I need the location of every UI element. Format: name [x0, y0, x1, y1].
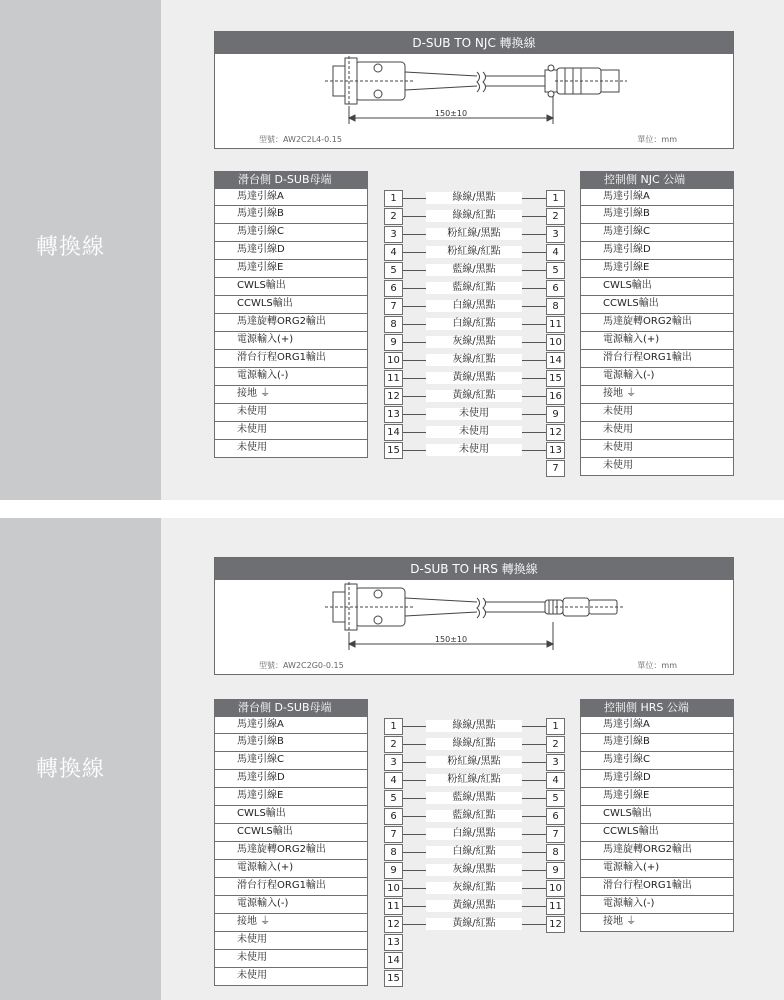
right-pin-number: 8 [546, 298, 565, 315]
left-pin-number: 14 [384, 424, 403, 441]
right-pin-number: 8 [546, 844, 565, 861]
left-pin-number: 15 [384, 970, 403, 987]
model-number: 型號：AW2C2L4-0.15 [259, 135, 342, 144]
right-pin-number: 5 [546, 262, 565, 279]
wire-color-label: 藍線/紅點 [426, 282, 522, 294]
right-pin-number: 11 [546, 316, 565, 333]
right-table-row: 馬達引線D [580, 770, 734, 788]
side-title: 轉換線 [36, 235, 106, 260]
right-table-row: CWLS輸出 [580, 278, 734, 296]
left-table-row: CWLS輸出 [214, 806, 368, 824]
right-table-row: 馬達引線B [580, 206, 734, 224]
right-pin-number: 9 [546, 406, 565, 423]
wire-color-label: 綠線/黑點 [426, 192, 522, 204]
right-pin-number: 11 [546, 898, 565, 915]
left-pin-number: 3 [384, 754, 403, 771]
cable-drawing-card [214, 31, 734, 149]
right-table-header: 控制側 NJC 公端 [580, 171, 734, 188]
left-table-row: 滑台行程ORG1輸出 [214, 350, 368, 368]
right-table-row: 未使用 [580, 422, 734, 440]
left-table-row: 未使用 [214, 968, 368, 986]
left-table-row: 馬達引線C [214, 752, 368, 770]
side-label-panel [0, 0, 161, 500]
left-pin-number: 11 [384, 898, 403, 915]
right-table-row: 馬達引線B [580, 734, 734, 752]
left-table-row: 未使用 [214, 932, 368, 950]
left-pin-number: 2 [384, 736, 403, 753]
right-pin-number: 5 [546, 790, 565, 807]
wire-color-label: 粉紅線/黑點 [426, 756, 522, 768]
right-pin-number: 4 [546, 772, 565, 789]
left-pin-table [214, 171, 368, 458]
left-pin-number: 7 [384, 298, 403, 315]
right-pin-number: 6 [546, 808, 565, 825]
cable-drawing-card [214, 557, 734, 675]
left-table-row: 馬達引線A [214, 188, 368, 206]
right-table-row: 接地 ⏚ [580, 386, 734, 404]
left-table-row: 接地 ⏚ [214, 914, 368, 932]
right-table-row: 未使用 [580, 440, 734, 458]
right-pin-number: 14 [546, 352, 565, 369]
wire-color-label: 白線/紅點 [426, 318, 522, 330]
wire-color-label: 灰線/黑點 [426, 864, 522, 876]
right-pin-number: 16 [546, 388, 565, 405]
left-pin-number: 10 [384, 352, 403, 369]
wire-color-label: 未使用 [426, 426, 522, 438]
left-pin-number: 6 [384, 280, 403, 297]
right-table-row: 馬達引線C [580, 752, 734, 770]
wire-color-label: 綠線/紅點 [426, 210, 522, 222]
side-title: 轉換線 [36, 757, 106, 782]
left-pin-number: 13 [384, 934, 403, 951]
right-table-row: 馬達引線E [580, 788, 734, 806]
right-pin-number: 9 [546, 862, 565, 879]
wire-color-label: 灰線/紅點 [426, 354, 522, 366]
model-number: 型號：AW2C2G0-0.15 [259, 661, 344, 670]
left-pin-number: 1 [384, 190, 403, 207]
left-table-row: 馬達引線D [214, 242, 368, 260]
right-table-row: 馬達旋轉ORG2輸出 [580, 842, 734, 860]
right-table-row: 電源輸入(+) [580, 332, 734, 350]
left-pin-number: 4 [384, 772, 403, 789]
right-table-row: 馬達引線D [580, 242, 734, 260]
left-table-row: 馬達旋轉ORG2輸出 [214, 842, 368, 860]
wire-color-label: 黃線/紅點 [426, 390, 522, 402]
wire-color-label: 藍線/黑點 [426, 264, 522, 276]
wire-color-label: 黃線/黑點 [426, 900, 522, 912]
left-pin-table [214, 699, 368, 986]
left-table-row: 未使用 [214, 440, 368, 458]
left-pin-number: 4 [384, 244, 403, 261]
right-pin-number: 15 [546, 370, 565, 387]
cable-title: D-SUB TO NJC 轉換線 [215, 32, 733, 54]
right-pin-number: 7 [546, 460, 565, 477]
left-pin-number: 8 [384, 844, 403, 861]
wire-color-label: 灰線/黑點 [426, 336, 522, 348]
left-table-row: 接地 ⏚ [214, 386, 368, 404]
right-table-row: 未使用 [580, 458, 734, 476]
left-table-row: 電源輸入(-) [214, 896, 368, 914]
left-table-row: 馬達旋轉ORG2輸出 [214, 314, 368, 332]
wire-color-label: 黃線/黑點 [426, 372, 522, 384]
right-table-row: 滑台行程ORG1輸出 [580, 350, 734, 368]
left-table-row: 未使用 [214, 404, 368, 422]
right-pin-number: 10 [546, 334, 565, 351]
left-pin-number: 2 [384, 208, 403, 225]
left-pin-number: 10 [384, 880, 403, 897]
cable-drawing [215, 54, 733, 150]
right-table-row: 馬達引線A [580, 716, 734, 734]
wire-color-label: 藍線/紅點 [426, 810, 522, 822]
right-pin-number: 2 [546, 208, 565, 225]
left-pin-number: 11 [384, 370, 403, 387]
wire-color-label: 未使用 [426, 444, 522, 456]
dimension-label: 150±10 [434, 109, 468, 118]
wire-color-label: 未使用 [426, 408, 522, 420]
left-table-row: 電源輸入(+) [214, 332, 368, 350]
right-pin-number: 1 [546, 190, 565, 207]
left-pin-number: 9 [384, 862, 403, 879]
right-table-header: 控制側 HRS 公端 [580, 699, 734, 716]
right-table-row: 滑台行程ORG1輸出 [580, 878, 734, 896]
right-pin-number: 12 [546, 424, 565, 441]
right-pin-number: 12 [546, 916, 565, 933]
right-pin-number: 10 [546, 880, 565, 897]
unit-label: 單位：mm [637, 135, 677, 144]
wire-color-label: 黃線/紅點 [426, 918, 522, 930]
right-table-row: 馬達引線A [580, 188, 734, 206]
left-table-row: 滑台行程ORG1輸出 [214, 878, 368, 896]
left-table-row: 未使用 [214, 422, 368, 440]
wire-color-label: 灰線/紅點 [426, 882, 522, 894]
left-pin-number: 7 [384, 826, 403, 843]
right-table-row: 電源輸入(-) [580, 368, 734, 386]
dimension-label: 150±10 [434, 635, 468, 644]
left-table-row: 電源輸入(+) [214, 860, 368, 878]
right-pin-number: 3 [546, 754, 565, 771]
left-pin-number: 12 [384, 916, 403, 933]
cable-title: D-SUB TO HRS 轉換線 [215, 558, 733, 580]
left-table-row: 馬達引線A [214, 716, 368, 734]
right-pin-number: 6 [546, 280, 565, 297]
side-label-panel [0, 518, 161, 1000]
right-table-row: CCWLS輸出 [580, 824, 734, 842]
left-table-row: 馬達引線B [214, 206, 368, 224]
left-pin-number: 8 [384, 316, 403, 333]
left-table-row: CWLS輸出 [214, 278, 368, 296]
wire-color-label: 粉紅線/紅點 [426, 774, 522, 786]
left-pin-number: 6 [384, 808, 403, 825]
right-pin-table [580, 699, 734, 932]
wire-color-label: 粉紅線/紅點 [426, 246, 522, 258]
left-pin-number: 3 [384, 226, 403, 243]
left-pin-number: 5 [384, 262, 403, 279]
right-pin-number: 1 [546, 718, 565, 735]
right-table-row: 電源輸入(+) [580, 860, 734, 878]
wire-color-label: 綠線/黑點 [426, 720, 522, 732]
left-pin-number: 1 [384, 718, 403, 735]
wire-color-label: 藍線/黑點 [426, 792, 522, 804]
right-table-row: 接地 ⏚ [580, 914, 734, 932]
right-table-row: 馬達引線C [580, 224, 734, 242]
left-pin-number: 13 [384, 406, 403, 423]
right-pin-number: 7 [546, 826, 565, 843]
left-table-row: CCWLS輸出 [214, 296, 368, 314]
wire-color-label: 白線/紅點 [426, 846, 522, 858]
wire-color-label: 白線/黑點 [426, 300, 522, 312]
unit-label: 單位：mm [637, 661, 677, 670]
left-pin-number: 14 [384, 952, 403, 969]
right-table-row: 馬達引線E [580, 260, 734, 278]
right-table-row: 電源輸入(-) [580, 896, 734, 914]
left-table-row: 馬達引線D [214, 770, 368, 788]
left-pin-number: 12 [384, 388, 403, 405]
left-pin-number: 15 [384, 442, 403, 459]
left-table-row: 未使用 [214, 950, 368, 968]
left-table-header: 滑台側 D-SUB母端 [214, 699, 368, 716]
wire-color-label: 粉紅線/黑點 [426, 228, 522, 240]
left-table-row: 馬達引線C [214, 224, 368, 242]
left-pin-number: 9 [384, 334, 403, 351]
left-table-row: 馬達引線E [214, 260, 368, 278]
right-pin-number: 2 [546, 736, 565, 753]
cable-drawing [215, 580, 733, 676]
left-table-row: 馬達引線B [214, 734, 368, 752]
right-pin-number: 13 [546, 442, 565, 459]
left-table-row: 馬達引線E [214, 788, 368, 806]
right-pin-number: 4 [546, 244, 565, 261]
wire-color-label: 綠線/紅點 [426, 738, 522, 750]
section-hrs [0, 518, 784, 1000]
right-table-row: 未使用 [580, 404, 734, 422]
right-pin-table [580, 171, 734, 476]
left-table-row: CCWLS輸出 [214, 824, 368, 842]
wire-color-label: 白線/黑點 [426, 828, 522, 840]
right-pin-number: 3 [546, 226, 565, 243]
right-table-row: CCWLS輸出 [580, 296, 734, 314]
right-table-row: 馬達旋轉ORG2輸出 [580, 314, 734, 332]
left-table-header: 滑台側 D-SUB母端 [214, 171, 368, 188]
left-pin-number: 5 [384, 790, 403, 807]
right-table-row: CWLS輸出 [580, 806, 734, 824]
left-table-row: 電源輸入(-) [214, 368, 368, 386]
